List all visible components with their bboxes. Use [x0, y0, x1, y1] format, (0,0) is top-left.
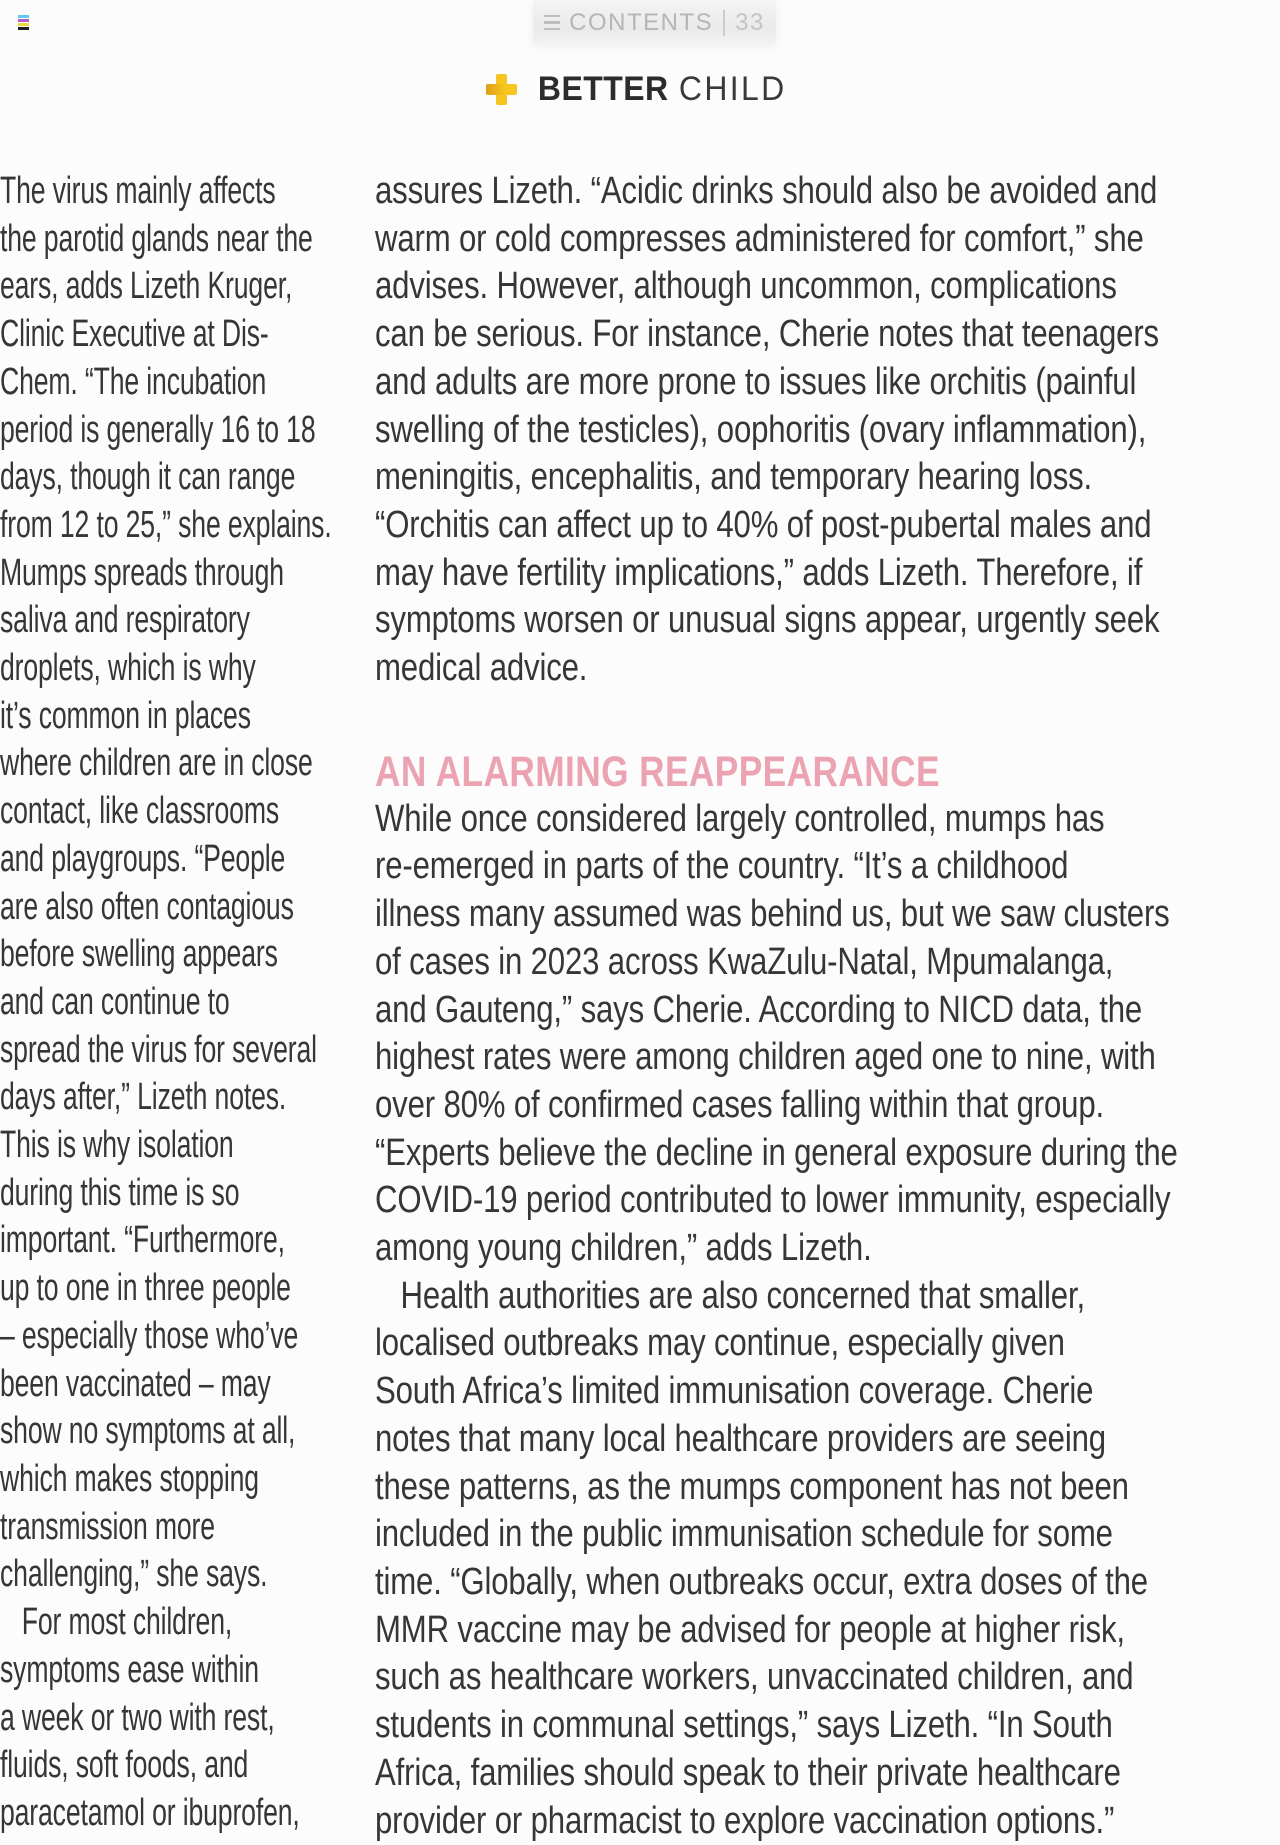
left-column [0, 168, 382, 1838]
page-number: 33 [735, 9, 765, 37]
text-line: Mumps spreads through [0, 550, 382, 598]
text-line: Clinic Executive at Dis- [0, 311, 382, 359]
cmyk-stripe-yellow [18, 23, 29, 26]
text-line: “Experts believe the decline in general exposure during the [375, 1130, 1280, 1178]
text-line: period is generally 16 to 18 [0, 407, 382, 455]
text-line: and adults are more prone to issues like orchitis (painful [375, 359, 1280, 407]
cmyk-stripe-black [18, 27, 29, 30]
paragraph-health-authorities [375, 1273, 1280, 1845]
text-line: notes that many local healthcare providers are seeing [375, 1416, 1280, 1464]
text-line: South Africa’s limited immunisation coverage. Cherie [375, 1368, 1280, 1416]
text-line: Health authorities are also concerned that smaller, [375, 1273, 1280, 1321]
text-line: where children are in close [0, 740, 382, 788]
text-line: This is why isolation [0, 1122, 382, 1170]
text-line: during this time is so [0, 1170, 382, 1218]
text-line: and Gauteng,” says Cherie. According to NICD data, the [375, 987, 1280, 1035]
text-line: transmission more [0, 1504, 382, 1552]
text-line: among young children,” adds Lizeth. [375, 1225, 1280, 1273]
text-line: fluids, soft foods, and [0, 1742, 382, 1790]
section-heading: AN ALARMING REAPPEARANCE [375, 748, 1280, 796]
menu-icon[interactable] [18, 15, 29, 31]
text-line: ears, adds Lizeth Kruger, [0, 263, 382, 311]
contents-label: CONTENTS [569, 9, 713, 37]
text-line: contact, like classrooms [0, 788, 382, 836]
section-title [538, 70, 787, 109]
text-line: are also often contagious [0, 884, 382, 932]
text-line: paracetamol or ibuprofen, [0, 1790, 382, 1838]
text-line: localised outbreaks may continue, especially given [375, 1320, 1280, 1368]
text-line: meningitis, encephalitis, and temporary hearing loss. [375, 454, 1280, 502]
text-line: important. “Furthermore, [0, 1217, 382, 1265]
text-line: been vaccinated – may [0, 1361, 382, 1409]
section-header [0, 70, 1280, 109]
page-number-divider [723, 10, 725, 36]
hamburger-icon [544, 15, 560, 31]
text-line: assures Lizeth. “Acidic drinks should also be avoided and [375, 168, 1280, 216]
text-line: MMR vaccine may be advised for people at higher risk, [375, 1607, 1280, 1655]
text-line: which makes stopping [0, 1456, 382, 1504]
text-line: symptoms worsen or unusual signs appear, urgently seek [375, 597, 1280, 645]
section-title-light: CHILD [679, 70, 787, 108]
text-line: a week or two with rest, [0, 1695, 382, 1743]
text-line: included in the public immunisation schedule for some [375, 1511, 1280, 1559]
text-line: show no symptoms at all, [0, 1408, 382, 1456]
text-line: days after,” Lizeth notes. [0, 1074, 382, 1122]
text-line: may have fertility implications,” adds Lizeth. Therefore, if [375, 550, 1280, 598]
contents-button[interactable] [533, 0, 776, 45]
text-line: over 80% of confirmed cases falling within that group. [375, 1082, 1280, 1130]
cmyk-stripe-cyan [18, 15, 29, 18]
text-line: it’s common in places [0, 693, 382, 741]
text-line: and can continue to [0, 979, 382, 1027]
section-title-bold: BETTER [538, 70, 669, 108]
text-line: the parotid glands near the [0, 216, 382, 264]
text-line: warm or cold compresses administered for comfort,” she [375, 216, 1280, 264]
text-line: The virus mainly affects [0, 168, 382, 216]
text-line: spread the virus for several [0, 1027, 382, 1075]
text-line: students in communal settings,” says Lizeth. “In South [375, 1702, 1280, 1750]
text-line: For most children, [0, 1599, 382, 1647]
text-line: “Orchitis can affect up to 40% of post-pubertal males and [375, 502, 1280, 550]
text-line: days, though it can range [0, 454, 382, 502]
text-line: before swelling appears [0, 931, 382, 979]
text-line: medical advice. [375, 645, 1280, 693]
text-line: challenging,” she says. [0, 1551, 382, 1599]
text-line: from 12 to 25,” she explains. [0, 502, 382, 550]
text-line: While once considered largely controlled, mumps has [375, 796, 1280, 844]
text-line: COVID-19 period contributed to lower immunity, especially [375, 1177, 1280, 1225]
text-line: up to one in three people [0, 1265, 382, 1313]
text-line: provider or pharmacist to explore vaccination options.” [375, 1798, 1280, 1845]
text-line: droplets, which is why [0, 645, 382, 693]
text-line: Africa, families should speak to their private healthcare [375, 1750, 1280, 1798]
text-line: and playgroups. “People [0, 836, 382, 884]
text-line: illness many assumed was behind us, but we saw clusters [375, 891, 1280, 939]
text-line: time. “Globally, when outbreaks occur, extra doses of the [375, 1559, 1280, 1607]
text-line: – especially those who’ve [0, 1313, 382, 1361]
text-line: Chem. “The incubation [0, 359, 382, 407]
dischem-cross-icon [486, 74, 517, 105]
text-line: advises. However, although uncommon, complications [375, 263, 1280, 311]
text-line: highest rates were among children aged one to nine, with [375, 1034, 1280, 1082]
text-line: can be serious. For instance, Cherie notes that teenagers [375, 311, 1280, 359]
text-line: symptoms ease within [0, 1647, 382, 1695]
paragraph-reappearance [375, 796, 1280, 1273]
text-line: swelling of the testicles), oophoritis (ovary inflammation), [375, 407, 1280, 455]
paragraph-complications [375, 168, 1280, 693]
text-line: re-emerged in parts of the country. “It’s a childhood [375, 843, 1280, 891]
text-line: such as healthcare workers, unvaccinated children, and [375, 1654, 1280, 1702]
text-line: saliva and respiratory [0, 597, 382, 645]
right-column [375, 168, 1280, 1845]
cmyk-stripe-magenta [18, 19, 29, 22]
text-line: these patterns, as the mumps component has not been [375, 1464, 1280, 1512]
text-line: of cases in 2023 across KwaZulu-Natal, Mpumalanga, [375, 939, 1280, 987]
